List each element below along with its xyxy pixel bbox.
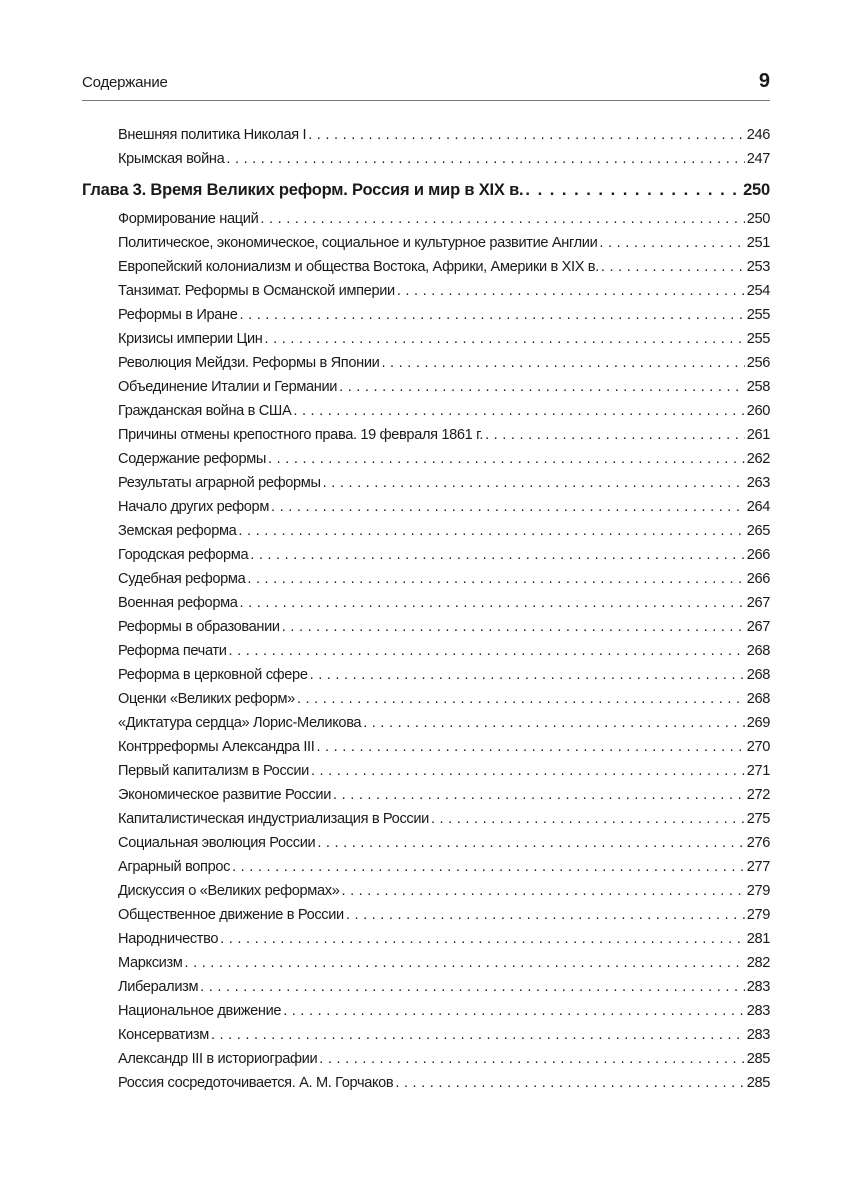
toc-entry-title: Содержание реформы <box>118 451 267 467</box>
toc-entry-title: Дискуссия о «Великих реформах» <box>118 883 340 899</box>
dot-leader <box>265 331 745 347</box>
toc-entry-title: Кризисы империи Цин <box>118 331 263 347</box>
toc-entry-page: 256 <box>746 355 770 371</box>
toc-entry-page: 267 <box>746 619 770 635</box>
toc-entry <box>82 1051 770 1075</box>
toc-entry-title: Реформа печати <box>118 643 227 659</box>
dot-leader <box>247 571 744 587</box>
toc-entry <box>82 883 770 907</box>
table-of-contents <box>82 127 770 1099</box>
toc-entry-page: 250 <box>743 181 770 199</box>
dot-leader <box>297 691 745 707</box>
toc-entry-page: 279 <box>746 883 770 899</box>
toc-entry-page: 270 <box>746 739 770 755</box>
toc-entry-title: Контрреформы Александра III <box>118 739 315 755</box>
toc-entry-title: Европейский колониализм и общества Востока, Африки, Америки в XIX в. <box>118 259 599 275</box>
dot-leader <box>601 259 745 275</box>
page-number: 9 <box>758 70 770 92</box>
toc-entry-page: 269 <box>746 715 770 731</box>
toc-entry-title: Общественное движение в России <box>118 907 344 923</box>
toc-entry <box>82 235 770 259</box>
toc-entry-page: 275 <box>746 811 770 827</box>
toc-entry-title: Реформы в образовании <box>118 619 280 635</box>
toc-entry-page: 279 <box>746 907 770 923</box>
toc-entry-page: 266 <box>746 547 770 563</box>
toc-entry-page: 258 <box>746 379 770 395</box>
dot-leader <box>250 547 744 563</box>
toc-entry-page: 261 <box>746 427 770 443</box>
dot-leader <box>232 859 745 875</box>
dot-leader <box>240 595 745 611</box>
toc-entry <box>82 955 770 979</box>
toc-entry-page: 253 <box>746 259 770 275</box>
toc-entry <box>82 151 770 175</box>
toc-entry <box>82 811 770 835</box>
dot-leader <box>599 235 744 251</box>
dot-leader <box>346 907 745 923</box>
toc-entry-page: 267 <box>746 595 770 611</box>
dot-leader <box>271 499 745 515</box>
dot-leader <box>260 211 744 227</box>
toc-entry-title: Земская реформа <box>118 523 237 539</box>
dot-leader <box>200 979 745 995</box>
toc-entry-page: 266 <box>746 571 770 587</box>
toc-entry-page: 264 <box>746 499 770 515</box>
toc-entry-title: Результаты аграрной реформы <box>118 475 321 491</box>
toc-entry-title: Консерватизм <box>118 1027 209 1043</box>
toc-entry <box>82 523 770 547</box>
dot-leader <box>268 451 745 467</box>
toc-entry <box>82 595 770 619</box>
dot-leader <box>229 643 745 659</box>
toc-entry-page: 283 <box>746 1003 770 1019</box>
toc-entry <box>82 547 770 571</box>
toc-entry <box>82 127 770 151</box>
toc-entry-page: 268 <box>746 643 770 659</box>
dot-leader <box>395 1075 744 1091</box>
dot-leader <box>319 1051 744 1067</box>
toc-entry <box>82 787 770 811</box>
toc-entry-page: 277 <box>746 859 770 875</box>
toc-entry <box>82 379 770 403</box>
toc-entry <box>82 907 770 931</box>
dot-leader <box>283 1003 744 1019</box>
toc-entry-page: 282 <box>746 955 770 971</box>
dot-leader <box>238 523 744 539</box>
toc-entry-page: 251 <box>746 235 770 251</box>
toc-entry-title: Танзимат. Реформы в Османской империи <box>118 283 395 299</box>
toc-entry-title: Формирование наций <box>118 211 259 227</box>
dot-leader <box>310 667 745 683</box>
dot-leader <box>293 403 744 419</box>
toc-entry-page: 246 <box>746 127 770 143</box>
toc-entry <box>82 259 770 283</box>
toc-entry <box>82 283 770 307</box>
toc-entry-page: 254 <box>746 283 770 299</box>
toc-entry <box>82 667 770 691</box>
dot-leader <box>211 1027 745 1043</box>
toc-entry <box>82 1075 770 1099</box>
toc-entry <box>82 643 770 667</box>
toc-entry-title: Национальное движение <box>118 1003 282 1019</box>
toc-entry-title: Причины отмены крепостного права. 19 февраля 1861 г. <box>118 427 484 443</box>
toc-entry-title: Александр III в историографии <box>118 1051 318 1067</box>
toc-entry-page: 255 <box>746 331 770 347</box>
dot-leader <box>220 931 745 947</box>
toc-entry <box>82 499 770 523</box>
toc-entry-page: 283 <box>746 979 770 995</box>
dot-leader <box>316 739 744 755</box>
toc-entry-page: 263 <box>746 475 770 491</box>
toc-entry-title: Аграрный вопрос <box>118 859 231 875</box>
dot-leader <box>282 619 745 635</box>
toc-entry-title: Внешняя политика Николая I <box>118 127 307 143</box>
dot-leader <box>431 811 745 827</box>
running-header <box>82 70 770 101</box>
toc-entry-title: Россия сосредоточивается. А. М. Горчаков <box>118 1075 394 1091</box>
toc-entry-title: Марксизм <box>118 955 183 971</box>
toc-entry-title: Либерализм <box>118 979 199 995</box>
toc-entry <box>82 931 770 955</box>
toc-entry <box>82 739 770 763</box>
toc-entry-page: 285 <box>746 1075 770 1091</box>
toc-entry <box>82 475 770 499</box>
dot-leader <box>333 787 745 803</box>
toc-entry <box>82 427 770 451</box>
toc-entry-title: Политическое, экономическое, социальное и культурное развитие Англии <box>118 235 598 251</box>
toc-entry-page: 268 <box>746 691 770 707</box>
toc-entry-title: Народничество <box>118 931 219 947</box>
toc-entry-title: Реформа в церковной сфере <box>118 667 308 683</box>
toc-entry-title: Глава 3. Время Великих реформ. Россия и мир в XIX в. <box>82 181 524 199</box>
toc-entry <box>82 331 770 355</box>
dot-leader <box>397 283 745 299</box>
toc-entry-title: Начало других реформ <box>118 499 270 515</box>
toc-entry-title: Реформы в Иране <box>118 307 238 323</box>
dot-leader <box>363 715 744 731</box>
dot-leader <box>485 427 745 443</box>
dot-leader <box>341 883 744 899</box>
toc-entry-title: Революция Мейдзи. Реформы в Японии <box>118 355 380 371</box>
toc-entry-page: 255 <box>746 307 770 323</box>
toc-entry-title: Судебная реформа <box>118 571 246 587</box>
toc-entry-title: Городская реформа <box>118 547 249 563</box>
toc-entry-page: 268 <box>746 667 770 683</box>
toc-entry-page: 285 <box>746 1051 770 1067</box>
toc-entry <box>82 763 770 787</box>
toc-entry-title: «Диктатура сердца» Лорис-Меликова <box>118 715 362 731</box>
toc-entry-page: 271 <box>746 763 770 779</box>
dot-leader <box>184 955 744 971</box>
toc-entry <box>82 979 770 1003</box>
toc-entry-page: 265 <box>746 523 770 539</box>
toc-entry <box>82 715 770 739</box>
toc-entry <box>82 571 770 595</box>
dot-leader <box>311 763 745 779</box>
toc-entry <box>82 355 770 379</box>
toc-entry-title: Крымская война <box>118 151 225 167</box>
dot-leader <box>323 475 745 491</box>
toc-entry-title: Капиталистическая индустриализация в России <box>118 811 429 827</box>
toc-entry <box>82 451 770 475</box>
dot-leader <box>226 151 744 167</box>
toc-entry <box>82 1003 770 1027</box>
toc-entry-page: 262 <box>746 451 770 467</box>
toc-entry-title: Социальная эволюция России <box>118 835 316 851</box>
toc-entry-page: 260 <box>746 403 770 419</box>
toc-entry <box>82 691 770 715</box>
toc-entry-page: 281 <box>746 931 770 947</box>
toc-entry-title: Гражданская война в США <box>118 403 292 419</box>
toc-entry-title: Экономическое развитие России <box>118 787 331 803</box>
toc-entry-page: 276 <box>746 835 770 851</box>
dot-leader <box>339 379 745 395</box>
dot-leader <box>239 307 744 323</box>
toc-entry <box>82 859 770 883</box>
toc-entry <box>82 211 770 235</box>
toc-entry-title: Военная реформа <box>118 595 238 611</box>
toc-entry-title: Объединение Италии и Германии <box>118 379 338 395</box>
toc-entry <box>82 403 770 427</box>
toc-entry-page: 250 <box>746 211 770 227</box>
toc-entry <box>82 307 770 331</box>
running-title: Содержание <box>82 74 168 91</box>
toc-entry-page: 272 <box>746 787 770 803</box>
dot-leader <box>308 127 744 143</box>
toc-entry-title: Первый капитализм в России <box>118 763 309 779</box>
toc-entry <box>82 835 770 859</box>
toc-chapter-entry <box>82 175 770 211</box>
toc-entry-page: 247 <box>746 151 770 167</box>
dot-leader <box>381 355 744 371</box>
toc-entry-title: Оценки «Великих реформ» <box>118 691 295 707</box>
dot-leader <box>525 181 741 200</box>
toc-entry <box>82 1027 770 1051</box>
dot-leader <box>317 835 744 851</box>
toc-entry-page: 283 <box>746 1027 770 1043</box>
toc-entry <box>82 619 770 643</box>
